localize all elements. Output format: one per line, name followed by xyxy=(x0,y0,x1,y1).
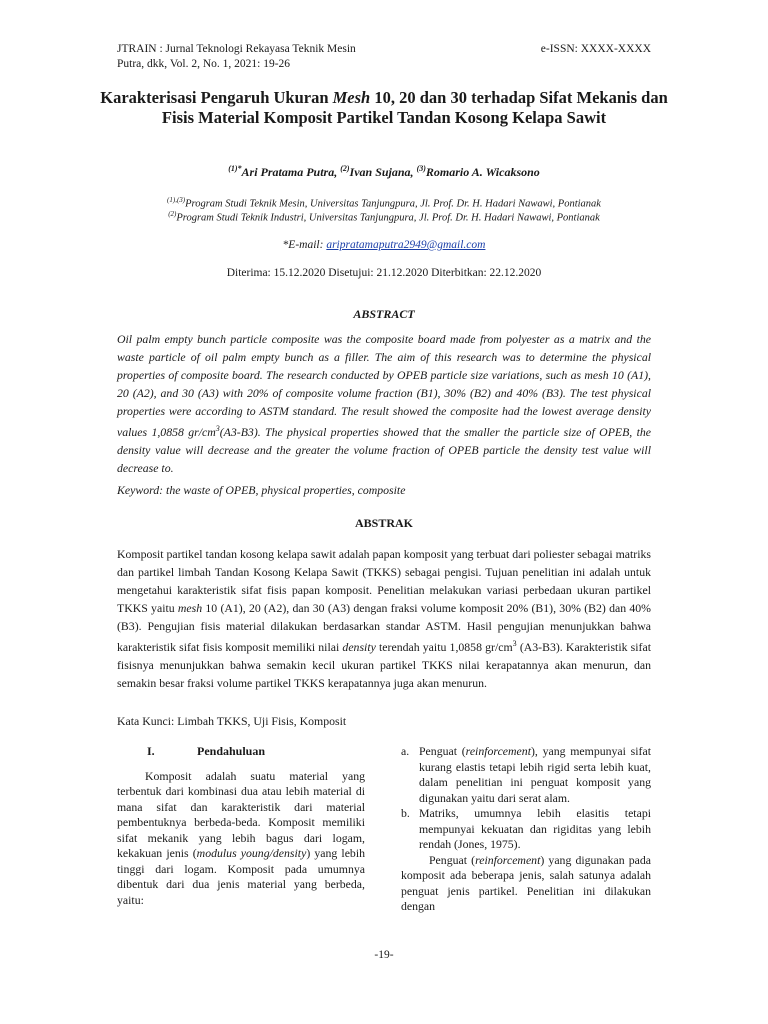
abstract-text-2: (A3-B3). The physical properties showed that the smaller the particle size of OPEB, the density value will decrease and the greater the volume fraction of OPEB particle the density test value will decrease to. xyxy=(117,424,651,475)
abstrak-density: density xyxy=(342,639,376,654)
list-item-a-emphasis: reinforcement xyxy=(465,744,531,758)
author-1-marker: (1)* xyxy=(228,164,242,173)
intro-paragraph-2 xyxy=(401,853,651,915)
abstrak-heading: ABSTRAK xyxy=(354,516,413,530)
intro-p2-text-2: ) yang digunakan pada komposit ada beberapa jenis, salah satunya adalah penguat jenis partikel. Penelitian ini dilakukan dengan xyxy=(401,852,651,913)
author-list xyxy=(0,164,768,180)
abstract-text-1: Oil palm empty bunch particle composite was the composite board made from polyester as a matrix and the waste particle of oil palm empty bunch as a filler. The aim of this research was to determine the physical properties of composite board. The research conducted by OPEB particle size variations, such as mesh 10 (A1), 20 (A2), and 30 (A3) with 20% of composite volume fraction (B1), 30% (B2) and 40% (B3). The test physical properties were according to ASTM standard. The result showed the composite had the lowest average density values 1,0858 gr/cm xyxy=(117,332,651,439)
abstrak-text-1: Komposit partikel tandan kosong kelapa sawit adalah papan komposit yang terbuat dari poliester sebagai matriks dan partikel limbah Tandan Kosong Kelapa Sawit (TKKS) sebagai pengisi. Tujuan penelitian ini adalah untuk mengetahui karakteristik sifat fisis papan komposit. Penelitian melakukan variasi perbedaan ukuran partikel TKKS yaitu xyxy=(117,547,651,615)
affiliation-2-text: Program Studi Teknik Industri, Universitas Tanjungpura, Jl. Prof. Dr. H. Hadari Nawawi, Pontianak xyxy=(176,212,600,224)
abstract-superscript: 3 xyxy=(215,424,220,433)
list-item-a-label: a. xyxy=(401,744,410,758)
list-item-b xyxy=(401,806,651,853)
right-column xyxy=(401,744,651,915)
author-3: Romario A. Wicaksono xyxy=(425,165,540,179)
abstract-keywords: Keyword: the waste of OPEB, physical properties, composite xyxy=(117,483,406,497)
author-1: Ari Pratama Putra, xyxy=(241,165,341,179)
email-link[interactable]: aripratamaputra2949@gmail.com xyxy=(326,239,486,251)
section-number: I. xyxy=(147,744,155,758)
section-title: Pendahuluan xyxy=(197,744,266,758)
affiliation-1-marker: (1),(3) xyxy=(167,196,186,204)
abstrak-superscript: 3 xyxy=(512,639,517,648)
paper-title xyxy=(100,88,668,128)
title-part-2: 10, 20 dan 30 terhadap Sifat Mekanis dan Fisis Material Komposit Partikel Tandan Kosong Kelapa Sawit xyxy=(161,88,668,127)
citation-line: Putra, dkk, Vol. 2, No. 1, 2021: 19-26 xyxy=(117,58,291,70)
intro-p1-text-2: ) yang lebih tinggi dari logam. Komposit pada umumnya dibentuk dari dua jenis material yang berbeda, yaitu: xyxy=(117,846,366,907)
author-2: Ivan Sujana, xyxy=(349,165,417,179)
page-number: -19- xyxy=(374,949,394,961)
list-item-b-label: b. xyxy=(401,806,410,820)
intro-paragraph-1 xyxy=(117,769,365,909)
issn: e-ISSN: XXXX-XXXX xyxy=(540,43,651,55)
list-item-a-text xyxy=(419,744,651,806)
title-part-1: Karakterisasi Pengaruh Ukuran xyxy=(100,88,333,107)
intro-p2-text-1: Penguat ( xyxy=(429,852,476,867)
author-3-marker: (3) xyxy=(416,164,426,173)
abstrak-mesh: mesh xyxy=(177,601,203,615)
abstrak-text-3: terendah yaitu 1,0858 gr/cm xyxy=(375,639,513,654)
affiliation-2 xyxy=(0,208,768,225)
email-label: *E-mail: xyxy=(282,239,327,251)
author-2-marker: (2) xyxy=(340,164,350,173)
list-item-b-text: Matriks, umumnya lebih elasitis tetapi mempunyai kekuatan dan rigiditas yang lebih rendah (Jones, 1975). xyxy=(419,806,651,851)
intro-p1-text-1: Komposit adalah suatu material yang terbentuk dari kombinasi dua atau lebih material di mana sifat dan karakteristik dari material pembentuknya berbeda-beda. Komposit memiliki sifat mekanik yang lebih bagus dari logam, kekakuan jenis ( xyxy=(117,768,365,860)
list-item-a xyxy=(401,744,651,806)
affiliation-2-marker: (2) xyxy=(168,210,177,218)
abstract-heading: ABSTRACT xyxy=(353,307,415,321)
list-item-a-text-2: ), yang mempunyai sifat kurang elastis tetapi lebih rigid serta lebih kuat, dalam penelitian ini penguat komposit yang digunakan yaitu dari serat alam. xyxy=(419,744,651,805)
abstrak-text-2: 10 (A1), 20 (A2), dan 30 (A3) dengan fraksi volume komposit 20% (B1), 30% (B2) dan 40% (B3). Pengujian fisis material dilakukan berdasarkan standar ASTM. Hasil pengujian menunjukkan bahwa karakteristik sifat fisis komposit memiliki nilai xyxy=(117,601,651,654)
section-heading xyxy=(147,744,365,760)
journal-name: JTRAIN : Jurnal Teknologi Rekayasa Teknik Mesin xyxy=(117,43,356,55)
abstrak-body xyxy=(117,545,651,692)
email-line xyxy=(0,239,768,251)
abstract-body xyxy=(117,330,651,477)
abstrak-text-4: (A3-B3). Karakteristik sifat fisisnya menunjukkan bahwa semakin kecil ukuran partikel TKKS nilai kerapatannya akan menurun, dan semakin besar fraksi volume partikel TKKS kerapatannya juga akan menurun. xyxy=(117,639,651,690)
publication-dates: Diterima: 15.12.2020 Disetujui: 21.12.2020 Diterbitkan: 22.12.2020 xyxy=(226,267,542,279)
left-column xyxy=(117,744,365,908)
title-mesh: Mesh xyxy=(332,88,371,107)
intro-p1-emphasis: modulus young/density xyxy=(196,846,307,860)
affiliation-1-text: Program Studi Teknik Mesin, Universitas Tanjungpura, Jl. Prof. Dr. H. Hadari Nawawi, Pontianak xyxy=(185,198,601,210)
abstrak-keywords: Kata Kunci: Limbah TKKS, Uji Fisis, Komposit xyxy=(117,714,347,728)
list-item-a-text-1: Penguat ( xyxy=(419,744,466,758)
intro-p2-emphasis: reinforcement xyxy=(475,852,541,867)
